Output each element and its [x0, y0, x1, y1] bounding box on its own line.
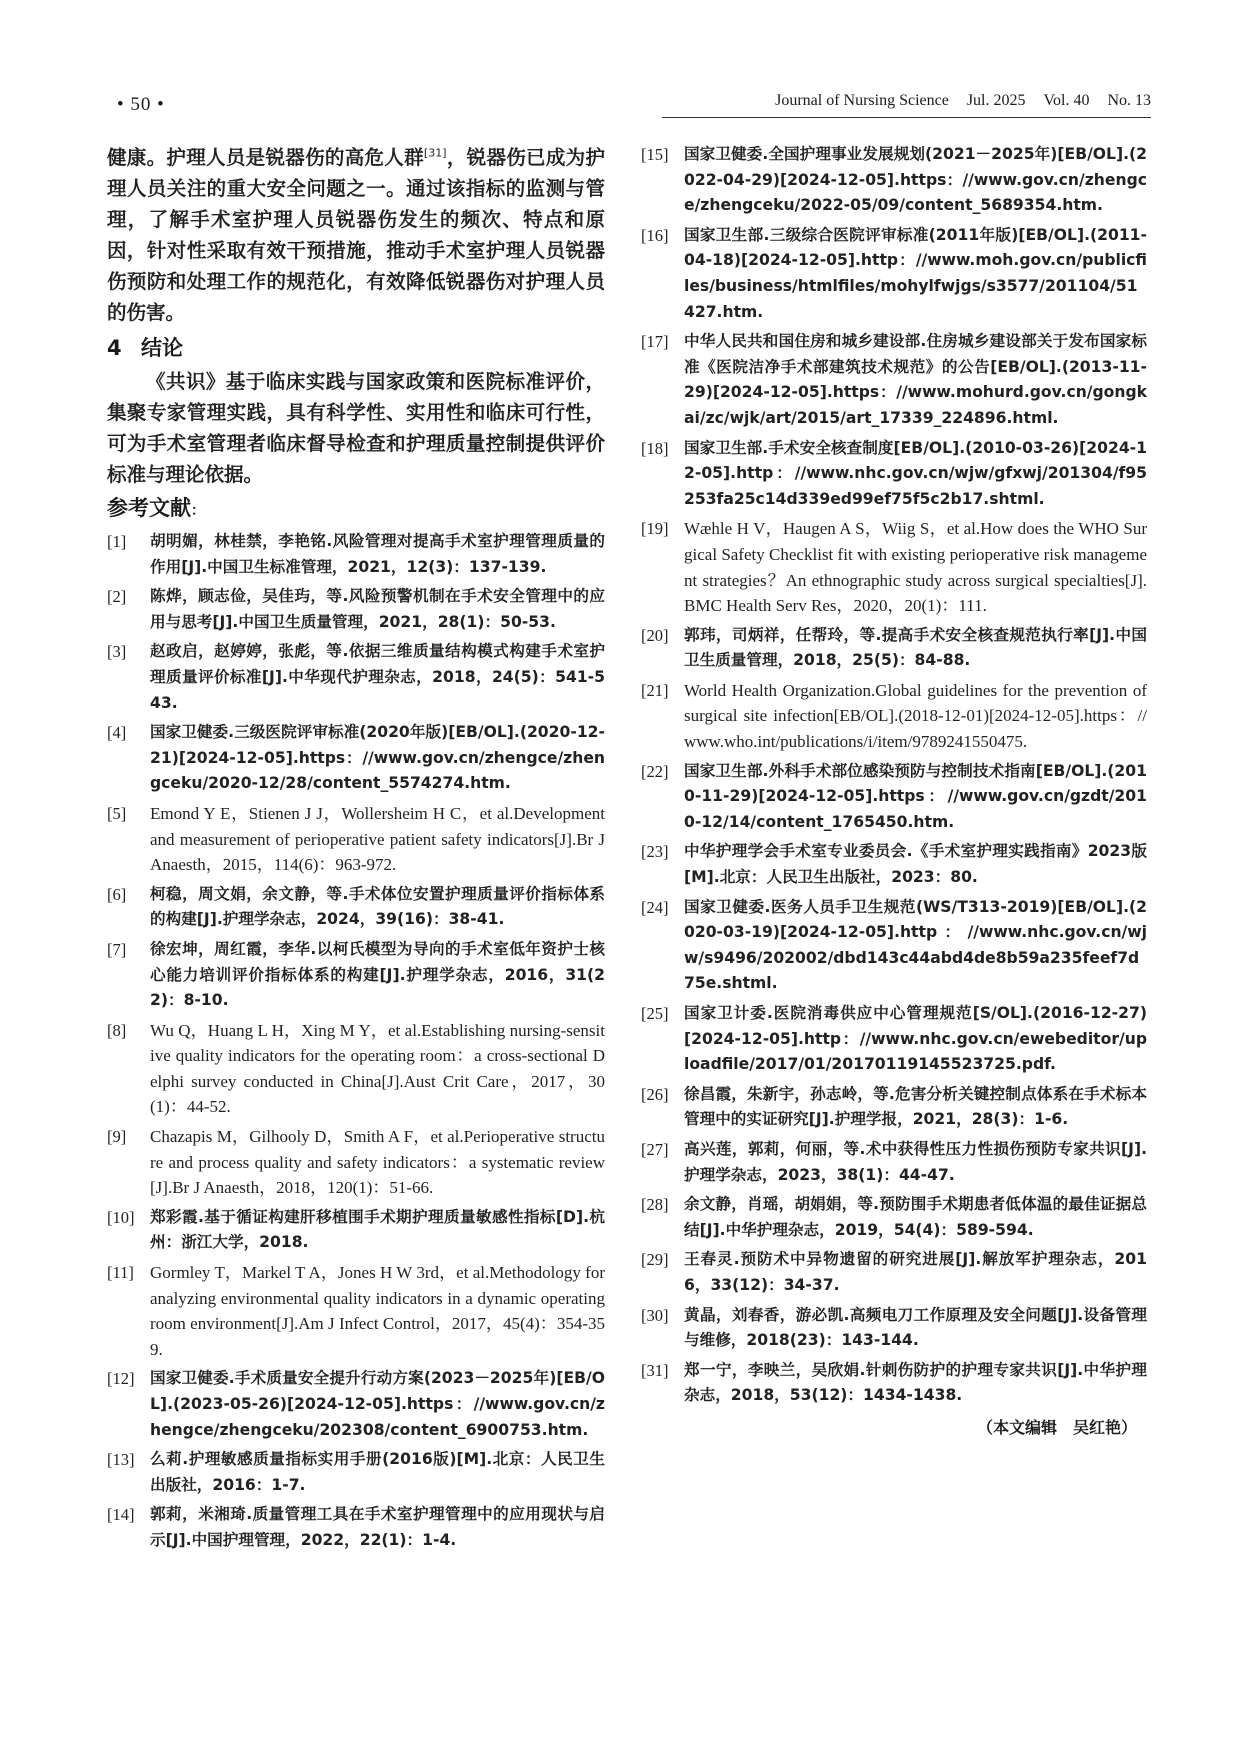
- page-number: • 50 •: [117, 94, 165, 115]
- reference-item: [641, 759, 1147, 836]
- reference-item: [641, 1192, 1147, 1243]
- reference-number: [12]: [107, 1369, 135, 1389]
- reference-item: [641, 1137, 1147, 1188]
- reference-text: 赵政启，赵婷婷，张彪，等.依据三维质量结构模式构建手术室护理质量评价标准[J].中华现代护理杂志，2018，24(5)：541-543.: [150, 642, 605, 712]
- reference-text: World Health Organization.Global guidelines for the prevention of surgical site infection[EB/OL].(2018-12-01)[2024-12-05].https：//www.who.int/publications/i/item/9789241550475.: [684, 680, 1147, 752]
- reference-number: [4]: [107, 723, 127, 743]
- reference-text: 郑彩霞.基于循证构建肝移植围手术期护理质量敏感性指标[D].杭州：浙江大学，2018.: [150, 1207, 605, 1252]
- reference-number: [5]: [107, 803, 127, 823]
- page-header: [0, 0, 1241, 120]
- reference-item: [107, 1447, 605, 1498]
- reference-item: [107, 529, 605, 580]
- reference-text: 郭玮，司炳祥，任帮玲，等.提高手术安全核查规范执行率[J].中国卫生质量管理，2018，25(5)：84-88.: [684, 625, 1147, 670]
- reference-item: [641, 223, 1147, 325]
- reference-text: 国家卫生部.手术安全核查制度[EB/OL].(2010-03-26)[2024-12-05].http：//www.nhc.gov.cn/wjw/gfxwj/201304/f95253fa25c14d339ed99ef75f5c2b17.shtml.: [684, 438, 1147, 508]
- reference-number: [18]: [641, 438, 669, 458]
- body-paragraph-1: [107, 142, 605, 328]
- reference-item: [107, 639, 605, 716]
- reference-text: 中华护理学会手术室专业委员会.《手术室护理实践指南》2023版[M].北京：人民卫生出版社，2023：80.: [684, 842, 1147, 887]
- reference-number: [25]: [641, 1004, 669, 1023]
- journal-name: Journal of Nursing Science: [775, 92, 949, 109]
- reference-item: [107, 584, 605, 635]
- reference-item: [641, 142, 1147, 219]
- reference-number: [2]: [107, 587, 127, 607]
- section-number: 4: [107, 336, 122, 360]
- reference-text: 国家卫健委.医务人员手卫生规范(WS/T313-2019)[EB/OL].(2020-03-19)[2024-12-05].http：//www.nhc.gov.cn/wjw/s9496/202002/dbd143c44abd4de8b59a235feef7d75e.shtml.: [684, 897, 1147, 993]
- reference-list-left: [107, 529, 605, 1554]
- para1-text: 健康。护理人员是锐器伤的高危人群: [107, 146, 424, 169]
- reference-number: [9]: [107, 1127, 127, 1147]
- issue-number: No. 13: [1107, 92, 1151, 109]
- reference-item: [107, 882, 605, 933]
- para1-rest-text: ，锐器伤已成为护理人员关注的重大安全问题之一。通过该指标的监测与管理，了解手术室护理人员锐器伤发生的频次、特点和原因，针对性采取有效干预措施，推动手术室护理人员锐器伤预防和处理工作的规范化，有效降低锐器伤对护理人员的伤害。: [107, 146, 605, 324]
- references-title: 参考文献: [107, 496, 191, 520]
- reference-text: 国家卫计委.医院消毒供应中心管理规范[S/OL].(2016-12-27)[2024-12-05].http：//www.nhc.gov.cn/ewebeditor/uploadfile/2017/01/20170119145523725.pdf.: [684, 1004, 1147, 1074]
- reference-text: 国家卫健委.三级医院评审标准(2020年版)[EB/OL].(2020-12-21)[2024-12-05].https：//www.gov.cn/zhengce/zhengceku/2020-12/28/content_5574274.htm.: [150, 723, 605, 793]
- references-heading: [107, 492, 605, 527]
- reference-number: [14]: [107, 1505, 135, 1525]
- reference-text: 国家卫健委.手术质量安全提升行动方案(2023－2025年)[EB/OL].(2023-05-26)[2024-12-05].https：//www.gov.cn/zhengce/zhengceku/202308/content_6900753.htm.: [150, 1369, 605, 1439]
- references-colon: ：: [191, 503, 205, 519]
- reference-number: [21]: [641, 680, 669, 700]
- reference-number: [31]: [641, 1360, 669, 1380]
- reference-number: [29]: [641, 1250, 669, 1270]
- reference-list-right: [641, 142, 1147, 1409]
- section-title: 结论: [141, 336, 183, 360]
- right-column: [641, 142, 1147, 1438]
- reference-number: [7]: [107, 939, 127, 959]
- reference-number: [30]: [641, 1305, 669, 1325]
- issue-date: Jul. 2025: [966, 92, 1026, 109]
- reference-item: [107, 1018, 605, 1120]
- reference-text: 徐宏坤，周红霞，李华.以柯氏模型为导向的手术室低年资护士核心能力培训评价指标体系的构建[J].护理学杂志，2016，31(22)：8-10.: [150, 939, 605, 1010]
- reference-text: 王春灵.预防术中异物遗留的研究进展[J].解放军护理杂志，2016，33(12)：34-37.: [684, 1250, 1147, 1294]
- reference-item: [107, 1260, 605, 1362]
- citation-31: [31]: [423, 146, 447, 160]
- reference-number: [17]: [641, 332, 669, 352]
- reference-text: 郑一宁，李映兰，吴欣娟.针刺伤防护的护理专家共识[J].中华护理杂志，2018，53(12)：1434-1438.: [684, 1360, 1147, 1405]
- reference-text: Wu Q，Huang L H，Xing M Y，et al.Establishing nursing-sensitive quality indicators for the operating room：a cross-sectional Delphi survey conducted in China[J].Aust Crit Care，2017，30(1)：44-52.: [150, 1020, 605, 1117]
- body-paragraph-2: 《共识》基于临床实践与国家政策和医院标准评价，集聚专家管理实践，具有科学性、实用性和临床可行性，可为手术室管理者临床督导检查和护理质量控制提供评价标准与理论依据。: [107, 370, 605, 486]
- header-rule: [662, 117, 1151, 118]
- reference-number: [28]: [641, 1195, 669, 1215]
- reference-item: [107, 1366, 605, 1443]
- reference-item: [641, 623, 1147, 674]
- reference-item: [641, 839, 1147, 890]
- reference-number: [22]: [641, 761, 669, 781]
- reference-number: [1]: [107, 532, 127, 551]
- reference-item: [107, 720, 605, 797]
- reference-text: Emond Y E，Stienen J J，Wollersheim H C，et al.Development and measurement of perioperative patient safety indicators[J].Br J Anaesth，2015，114(6)：963-972.: [150, 803, 605, 875]
- reference-item: [641, 1082, 1147, 1133]
- journal-info: [761, 92, 1151, 110]
- reference-number: [8]: [107, 1020, 127, 1040]
- reference-item: [641, 678, 1147, 755]
- reference-text: 胡明媚，林桂禁，李艳铭.风险管理对提高手术室护理管理质量的作用[J].中国卫生标准管理，2021，12(3)：137-139.: [150, 532, 605, 576]
- reference-number: [19]: [641, 519, 669, 539]
- volume: Vol. 40: [1043, 92, 1090, 109]
- reference-number: [13]: [107, 1450, 135, 1470]
- reference-text: 国家卫生部.三级综合医院评审标准(2011年版)[EB/OL].(2011-04-18)[2024-12-05].http：//www.moh.gov.cn/publicfiles/business/htmlfiles/mohylfwjgs/s3577/201104/51427.htm.: [684, 225, 1147, 321]
- reference-text: 么莉.护理敏感质量指标实用手册(2016版)[M].北京：人民卫生出版社，2016：1-7.: [150, 1450, 605, 1494]
- reference-item: [107, 937, 605, 1014]
- reference-number: [27]: [641, 1139, 669, 1159]
- reference-text: 国家卫生部.外科手术部位感染预防与控制技术指南[EB/OL].(2010-11-29)[2024-12-05].https：//www.gov.cn/gzdt/2010-12/14/content_1765450.htm.: [684, 761, 1147, 831]
- reference-number: [20]: [641, 625, 669, 645]
- reference-text: 余文静，肖瑶，胡娟娟，等.预防围手术期患者低体温的最佳证据总结[J].中华护理杂志，2019，54(4)：589-594.: [684, 1195, 1147, 1239]
- reference-number: [10]: [107, 1207, 135, 1227]
- reference-item: [641, 895, 1147, 997]
- reference-number: [3]: [107, 642, 127, 662]
- reference-text: 黄晶，刘春香，游必凯.高频电刀工作原理及安全问题[J].设备管理与维修，2018(23)：143-144.: [684, 1305, 1147, 1350]
- editor-note: （本文编辑 吴红艳）: [976, 1417, 1137, 1437]
- reference-item: [107, 801, 605, 878]
- reference-number: [16]: [641, 225, 669, 245]
- reference-number: [23]: [641, 842, 669, 862]
- left-column: [107, 142, 605, 1558]
- reference-number: [15]: [641, 145, 669, 164]
- reference-text: Gormley T，Markel T A，Jones H W 3rd，et al.Methodology for analyzing environmental quality indicators in a dynamic operating room environment[J].Am J Infect Control，2017，45(4)：354-359.: [150, 1263, 605, 1359]
- reference-item: [641, 329, 1147, 431]
- reference-item: [641, 516, 1147, 618]
- reference-item: [107, 1502, 605, 1553]
- reference-text: Chazapis M，Gilhooly D，Smith A F，et al.Perioperative structure and process quality and safety indicators：a systematic review[J].Br J Anaesth，2018，120(1)：51-66.: [150, 1127, 605, 1198]
- reference-number: [26]: [641, 1084, 669, 1104]
- reference-item: [641, 1247, 1147, 1298]
- reference-text: 高兴莲，郭莉，何丽，等.术中获得性压力性损伤预防专家共识[J].护理学杂志，2023，38(1)：44-47.: [684, 1139, 1147, 1184]
- reference-item: [641, 1001, 1147, 1078]
- reference-item: [641, 436, 1147, 513]
- reference-text: 国家卫健委.全国护理事业发展规划(2021－2025年)[EB/OL].(2022-04-29)[2024-12-05].https：//www.gov.cn/zhengce/zhengceku/2022-05/09/content_5689354.htm.: [684, 145, 1147, 215]
- reference-number: [6]: [107, 884, 127, 904]
- reference-text: 中华人民共和国住房和城乡建设部.住房城乡建设部关于发布国家标准《医院洁净手术部建筑技术规范》的公告[EB/OL].(2013-11-29)[2024-12-05].https：//www.mohurd.gov.cn/gongkai/zc/wjk/art/2015/art_17339_224896.html.: [684, 332, 1147, 427]
- reference-text: 徐昌霞，朱新宇，孙志岭，等.危害分析关键控制点体系在手术标本管理中的实证研究[J].护理学报，2021，28(3)：1-6.: [684, 1084, 1147, 1129]
- reference-text: 柯稳，周文娟，余文静，等.手术体位安置护理质量评价指标体系的构建[J].护理学杂志，2024，39(16)：38-41.: [150, 884, 605, 929]
- reference-item: [107, 1205, 605, 1256]
- section-heading: [107, 332, 605, 364]
- reference-item: [107, 1124, 605, 1201]
- reference-text: 陈烨，顾志俭，吴佳玙，等.风险预警机制在手术安全管理中的应用与思考[J].中国卫生质量管理，2021，28(1)：50-53.: [150, 587, 605, 631]
- reference-number: [11]: [107, 1263, 134, 1283]
- reference-text: 郭莉，米湘琦.质量管理工具在手术室护理管理中的应用现状与启示[J].中国护理管理，2022，22(1)：1-4.: [150, 1505, 605, 1549]
- reference-text: Wæhle H V，Haugen A S，Wiig S，et al.How does the WHO Surgical Safety Checklist fit with existing perioperative risk management strategies？An ethnographic study across surgical specialties[J].BMC Health Serv Res，2020，20(1)：111.: [684, 519, 1147, 616]
- reference-item: [641, 1303, 1147, 1354]
- reference-number: [24]: [641, 897, 669, 917]
- reference-item: [641, 1358, 1147, 1409]
